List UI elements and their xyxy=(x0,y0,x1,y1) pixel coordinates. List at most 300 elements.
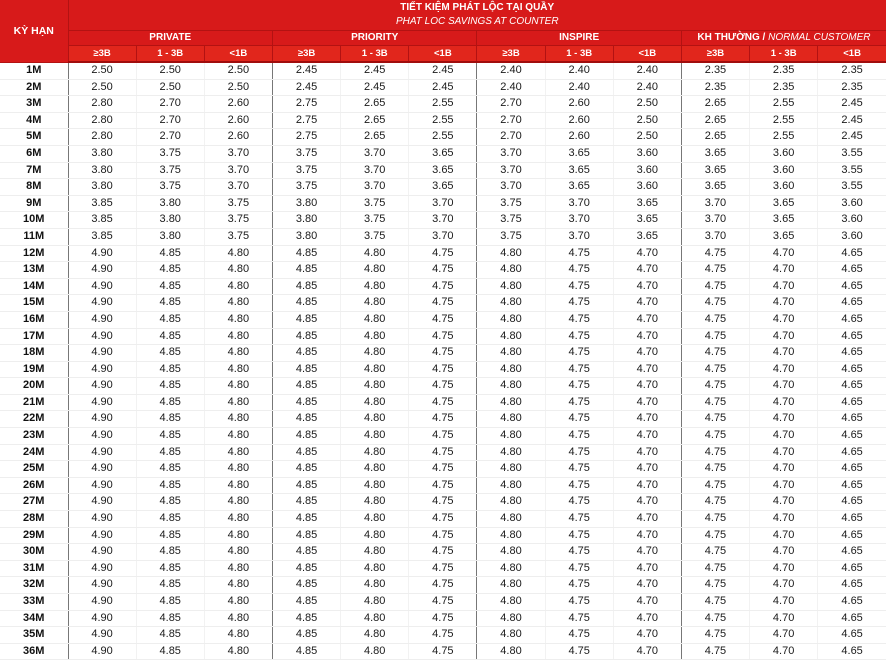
rate-cell: 2.65 xyxy=(341,129,409,146)
rate-cell: 4.80 xyxy=(341,428,409,445)
rate-cell: 4.90 xyxy=(68,527,136,544)
rate-cell: 4.90 xyxy=(68,378,136,395)
rate-cell: 3.80 xyxy=(68,162,136,179)
table-row xyxy=(0,62,886,79)
rate-cell: 4.80 xyxy=(204,627,272,644)
rate-cell: 3.85 xyxy=(68,212,136,229)
rate-cell: 2.45 xyxy=(818,129,886,146)
rate-cell: 4.75 xyxy=(545,295,613,312)
rate-cell: 4.75 xyxy=(409,378,477,395)
table-row xyxy=(0,79,886,96)
rate-cell: 4.90 xyxy=(68,295,136,312)
rate-cell: 3.70 xyxy=(545,195,613,212)
rate-cell: 4.80 xyxy=(341,544,409,561)
rate-cell: 4.85 xyxy=(272,461,340,478)
rate-cell: 3.65 xyxy=(409,162,477,179)
term-cell: 35M xyxy=(0,627,68,644)
rate-cell: 4.90 xyxy=(68,643,136,660)
rate-cell: 4.75 xyxy=(681,411,749,428)
rate-cell: 4.85 xyxy=(272,494,340,511)
rate-cell: 4.80 xyxy=(204,444,272,461)
rate-cell: 3.70 xyxy=(409,228,477,245)
rate-cell: 4.75 xyxy=(545,477,613,494)
rate-cell: 2.65 xyxy=(341,112,409,129)
rate-cell: 4.75 xyxy=(545,361,613,378)
rate-cell: 4.80 xyxy=(204,544,272,561)
rate-cell: 4.80 xyxy=(341,311,409,328)
rate-cell: 3.60 xyxy=(818,228,886,245)
rate-cell: 4.65 xyxy=(818,278,886,295)
term-cell: 27M xyxy=(0,494,68,511)
rate-cell: 2.70 xyxy=(136,112,204,129)
term-cell: 16M xyxy=(0,311,68,328)
rate-cell: 3.80 xyxy=(272,195,340,212)
rate-cell: 4.70 xyxy=(613,444,681,461)
rate-cell: 4.70 xyxy=(613,295,681,312)
rate-cell: 2.70 xyxy=(477,112,545,129)
rate-cell: 4.75 xyxy=(409,262,477,279)
rate-cell: 4.80 xyxy=(477,544,545,561)
rate-cell: 2.40 xyxy=(477,79,545,96)
rate-cell: 4.75 xyxy=(409,577,477,594)
rate-cell: 4.80 xyxy=(341,594,409,611)
rate-cell: 4.80 xyxy=(477,444,545,461)
rate-cell: 3.70 xyxy=(681,228,749,245)
rate-cell: 4.90 xyxy=(68,461,136,478)
term-cell: 22M xyxy=(0,411,68,428)
rate-cell: 4.85 xyxy=(136,461,204,478)
rate-cell: 4.85 xyxy=(272,278,340,295)
tier-header: 1 - 3B xyxy=(750,46,818,63)
rate-cell: 4.75 xyxy=(681,394,749,411)
rate-cell: 4.80 xyxy=(477,311,545,328)
table-row xyxy=(0,245,886,262)
rate-cell: 4.75 xyxy=(681,610,749,627)
rate-cell: 3.60 xyxy=(750,179,818,196)
rate-cell: 4.80 xyxy=(341,627,409,644)
rate-cell: 4.85 xyxy=(136,245,204,262)
rate-cell: 4.75 xyxy=(681,560,749,577)
tier-header: <1B xyxy=(818,46,886,63)
rate-cell: 4.75 xyxy=(681,378,749,395)
term-cell: 31M xyxy=(0,560,68,577)
rate-cell: 3.70 xyxy=(477,145,545,162)
rate-cell: 4.85 xyxy=(272,378,340,395)
term-cell: 15M xyxy=(0,295,68,312)
term-cell: 18M xyxy=(0,345,68,362)
rate-cell: 4.65 xyxy=(818,494,886,511)
table-row xyxy=(0,162,886,179)
rate-cell: 3.60 xyxy=(818,195,886,212)
rate-cell: 4.80 xyxy=(341,461,409,478)
rate-cell: 2.50 xyxy=(136,79,204,96)
rate-cell: 3.70 xyxy=(545,212,613,229)
rate-cell: 4.70 xyxy=(613,627,681,644)
tier-header: ≥3B xyxy=(681,46,749,63)
rate-cell: 4.85 xyxy=(272,328,340,345)
rate-cell: 4.70 xyxy=(750,361,818,378)
rate-cell: 4.80 xyxy=(477,295,545,312)
rate-cell: 2.35 xyxy=(818,79,886,96)
rate-cell: 4.70 xyxy=(750,544,818,561)
rate-cell: 4.80 xyxy=(477,643,545,660)
rate-cell: 4.80 xyxy=(477,394,545,411)
rate-cell: 4.70 xyxy=(613,643,681,660)
rate-cell: 4.70 xyxy=(750,643,818,660)
rate-cell: 2.35 xyxy=(681,79,749,96)
rate-cell: 2.75 xyxy=(272,96,340,113)
rate-cell: 4.70 xyxy=(613,378,681,395)
term-cell: 12M xyxy=(0,245,68,262)
table-row xyxy=(0,195,886,212)
rate-cell: 4.85 xyxy=(272,627,340,644)
rate-cell: 4.65 xyxy=(818,610,886,627)
rate-cell: 4.70 xyxy=(613,345,681,362)
rate-cell: 4.75 xyxy=(681,643,749,660)
rate-cell: 4.70 xyxy=(750,245,818,262)
rate-cell: 2.40 xyxy=(613,79,681,96)
rate-cell: 4.85 xyxy=(272,643,340,660)
term-cell: 21M xyxy=(0,394,68,411)
rate-cell: 2.45 xyxy=(341,62,409,79)
rate-cell: 4.75 xyxy=(545,610,613,627)
rate-cell: 4.70 xyxy=(750,494,818,511)
table-row xyxy=(0,295,886,312)
group-header-private xyxy=(68,31,272,46)
rate-cell: 3.85 xyxy=(68,195,136,212)
rate-cell: 4.75 xyxy=(545,461,613,478)
rate-cell: 3.70 xyxy=(204,145,272,162)
rate-cell: 4.65 xyxy=(818,560,886,577)
rate-cell: 4.80 xyxy=(204,328,272,345)
rate-cell: 4.65 xyxy=(818,511,886,528)
term-cell: 14M xyxy=(0,278,68,295)
rate-cell: 2.45 xyxy=(341,79,409,96)
rate-cell: 4.80 xyxy=(477,594,545,611)
rate-cell: 2.45 xyxy=(818,112,886,129)
rate-cell: 4.85 xyxy=(136,295,204,312)
rate-cell: 2.45 xyxy=(818,96,886,113)
rate-cell: 4.80 xyxy=(477,262,545,279)
rate-cell: 4.80 xyxy=(477,245,545,262)
rate-cell: 3.70 xyxy=(545,228,613,245)
rate-cell: 2.40 xyxy=(477,62,545,79)
term-cell: 10M xyxy=(0,212,68,229)
rate-cell: 4.80 xyxy=(204,594,272,611)
rate-cell: 2.60 xyxy=(545,129,613,146)
rate-cell: 3.70 xyxy=(477,162,545,179)
rate-cell: 4.90 xyxy=(68,262,136,279)
rate-cell: 4.80 xyxy=(341,394,409,411)
rate-cell: 3.65 xyxy=(681,162,749,179)
rate-cell: 4.75 xyxy=(409,394,477,411)
rate-cell: 4.75 xyxy=(681,494,749,511)
rate-cell: 4.80 xyxy=(477,477,545,494)
rate-cell: 4.75 xyxy=(681,245,749,262)
tier-header: ≥3B xyxy=(68,46,136,63)
rate-cell: 4.75 xyxy=(681,328,749,345)
tier-header: ≥3B xyxy=(272,46,340,63)
rate-cell: 4.80 xyxy=(341,527,409,544)
rate-cell: 4.75 xyxy=(545,577,613,594)
rate-cell: 4.80 xyxy=(341,278,409,295)
rate-cell: 4.75 xyxy=(545,245,613,262)
amount-tier-row xyxy=(0,46,886,63)
rate-cell: 3.85 xyxy=(68,228,136,245)
rate-cell: 3.70 xyxy=(681,195,749,212)
rate-cell: 4.75 xyxy=(681,262,749,279)
rate-cell: 4.85 xyxy=(272,411,340,428)
rate-cell: 4.85 xyxy=(272,345,340,362)
rate-cell: 4.80 xyxy=(477,511,545,528)
tier-header: 1 - 3B xyxy=(545,46,613,63)
rate-cell: 2.40 xyxy=(545,62,613,79)
rate-cell: 4.70 xyxy=(613,494,681,511)
rate-rows xyxy=(0,62,886,660)
rate-cell: 4.85 xyxy=(136,610,204,627)
rate-cell: 4.80 xyxy=(341,511,409,528)
table-row xyxy=(0,411,886,428)
rate-cell: 4.80 xyxy=(204,477,272,494)
rate-cell: 3.75 xyxy=(272,179,340,196)
rate-cell: 4.80 xyxy=(204,577,272,594)
rate-cell: 4.65 xyxy=(818,345,886,362)
rate-cell: 2.65 xyxy=(681,96,749,113)
rate-cell: 3.75 xyxy=(204,228,272,245)
rate-cell: 4.70 xyxy=(750,428,818,445)
rate-cell: 4.70 xyxy=(613,610,681,627)
rate-cell: 4.65 xyxy=(818,361,886,378)
rate-cell: 4.90 xyxy=(68,278,136,295)
rate-cell: 3.80 xyxy=(136,228,204,245)
rate-cell: 4.75 xyxy=(545,494,613,511)
rate-cell: 4.75 xyxy=(681,527,749,544)
rate-cell: 4.65 xyxy=(818,411,886,428)
rate-cell: 4.70 xyxy=(613,577,681,594)
table-row xyxy=(0,594,886,611)
rate-cell: 4.85 xyxy=(136,328,204,345)
rate-cell: 4.80 xyxy=(341,361,409,378)
rate-cell: 2.60 xyxy=(204,129,272,146)
rate-cell: 4.75 xyxy=(681,511,749,528)
rate-cell: 4.65 xyxy=(818,477,886,494)
rate-cell: 3.75 xyxy=(204,195,272,212)
rate-cell: 4.65 xyxy=(818,643,886,660)
group-label-english: NORMAL CUSTOMER xyxy=(768,32,870,43)
term-cell: 13M xyxy=(0,262,68,279)
rate-cell: 4.85 xyxy=(136,411,204,428)
rate-cell: 4.75 xyxy=(409,477,477,494)
rate-cell: 4.80 xyxy=(477,411,545,428)
rate-cell: 4.75 xyxy=(409,560,477,577)
rate-cell: 4.70 xyxy=(750,461,818,478)
rate-cell: 4.85 xyxy=(136,544,204,561)
group-header-inspire xyxy=(477,31,681,46)
rate-cell: 4.80 xyxy=(477,627,545,644)
rate-cell: 3.65 xyxy=(545,179,613,196)
term-cell: 29M xyxy=(0,527,68,544)
rate-cell: 4.70 xyxy=(750,594,818,611)
table-row xyxy=(0,278,886,295)
rate-cell: 3.70 xyxy=(341,162,409,179)
term-cell: 4M xyxy=(0,112,68,129)
rate-cell: 4.85 xyxy=(272,527,340,544)
rate-cell: 4.75 xyxy=(681,295,749,312)
rate-cell: 4.70 xyxy=(750,262,818,279)
rate-cell: 4.65 xyxy=(818,544,886,561)
rate-cell: 2.45 xyxy=(409,79,477,96)
rate-cell: 4.80 xyxy=(204,511,272,528)
rate-cell: 4.70 xyxy=(750,394,818,411)
rate-cell: 4.65 xyxy=(818,262,886,279)
term-cell: 23M xyxy=(0,428,68,445)
rate-cell: 4.90 xyxy=(68,610,136,627)
rate-cell: 3.65 xyxy=(750,212,818,229)
rate-cell: 4.80 xyxy=(341,345,409,362)
rate-cell: 4.90 xyxy=(68,627,136,644)
customer-group-row xyxy=(0,31,886,46)
rate-cell: 4.70 xyxy=(613,527,681,544)
rate-cell: 4.80 xyxy=(204,378,272,395)
rate-cell: 4.90 xyxy=(68,544,136,561)
rate-cell: 4.80 xyxy=(204,262,272,279)
rate-cell: 4.80 xyxy=(204,610,272,627)
rate-cell: 2.80 xyxy=(68,96,136,113)
term-cell: 30M xyxy=(0,544,68,561)
rate-cell: 2.50 xyxy=(68,79,136,96)
rate-cell: 4.70 xyxy=(750,311,818,328)
rate-cell: 2.60 xyxy=(204,112,272,129)
table-row xyxy=(0,212,886,229)
table-row xyxy=(0,643,886,660)
rate-cell: 4.80 xyxy=(204,311,272,328)
rate-cell: 4.85 xyxy=(136,560,204,577)
rate-cell: 4.75 xyxy=(681,444,749,461)
rate-cell: 3.80 xyxy=(68,145,136,162)
term-cell: 24M xyxy=(0,444,68,461)
rate-cell: 3.70 xyxy=(204,179,272,196)
rate-cell: 3.60 xyxy=(750,162,818,179)
rate-cell: 4.80 xyxy=(204,560,272,577)
rate-cell: 3.65 xyxy=(545,162,613,179)
rate-cell: 4.85 xyxy=(136,394,204,411)
rate-cell: 3.75 xyxy=(136,145,204,162)
rate-cell: 3.55 xyxy=(818,179,886,196)
rate-cell: 3.75 xyxy=(136,179,204,196)
term-cell: 19M xyxy=(0,361,68,378)
rate-cell: 3.70 xyxy=(341,179,409,196)
rate-cell: 4.85 xyxy=(272,594,340,611)
rate-cell: 2.50 xyxy=(136,62,204,79)
rate-cell: 4.80 xyxy=(204,494,272,511)
tier-header: <1B xyxy=(204,46,272,63)
rate-cell: 4.70 xyxy=(750,527,818,544)
rate-cell: 4.75 xyxy=(545,444,613,461)
rate-cell: 4.80 xyxy=(341,494,409,511)
rate-cell: 4.85 xyxy=(272,444,340,461)
rate-cell: 4.90 xyxy=(68,511,136,528)
rate-cell: 2.60 xyxy=(545,112,613,129)
rate-cell: 3.65 xyxy=(613,228,681,245)
table-row xyxy=(0,311,886,328)
rate-cell: 4.75 xyxy=(409,627,477,644)
rate-cell: 3.75 xyxy=(136,162,204,179)
rate-cell: 2.65 xyxy=(681,112,749,129)
term-cell: 5M xyxy=(0,129,68,146)
rate-cell: 4.80 xyxy=(204,643,272,660)
rate-cell: 2.80 xyxy=(68,112,136,129)
rate-cell: 3.65 xyxy=(750,228,818,245)
rate-cell: 4.75 xyxy=(545,544,613,561)
term-cell: 2M xyxy=(0,79,68,96)
rate-cell: 2.50 xyxy=(68,62,136,79)
rate-cell: 4.85 xyxy=(136,643,204,660)
term-cell: 3M xyxy=(0,96,68,113)
rate-cell: 4.75 xyxy=(409,444,477,461)
rate-cell: 4.75 xyxy=(409,544,477,561)
rate-cell: 4.80 xyxy=(341,295,409,312)
rate-cell: 2.35 xyxy=(750,62,818,79)
rate-cell: 4.85 xyxy=(272,610,340,627)
rate-cell: 4.80 xyxy=(204,394,272,411)
rate-cell: 4.80 xyxy=(477,494,545,511)
rate-cell: 4.80 xyxy=(204,411,272,428)
rate-cell: 3.60 xyxy=(613,179,681,196)
rate-cell: 4.70 xyxy=(750,444,818,461)
rate-cell: 2.60 xyxy=(545,96,613,113)
rate-cell: 2.50 xyxy=(204,62,272,79)
group-label: PRIORITY xyxy=(351,32,398,43)
rate-cell: 4.85 xyxy=(136,278,204,295)
rate-cell: 4.80 xyxy=(341,444,409,461)
rate-cell: 4.70 xyxy=(613,594,681,611)
rate-cell: 4.90 xyxy=(68,311,136,328)
table-row xyxy=(0,577,886,594)
rate-cell: 2.45 xyxy=(272,79,340,96)
rate-cell: 3.60 xyxy=(818,212,886,229)
rate-cell: 3.80 xyxy=(136,212,204,229)
rate-cell: 4.85 xyxy=(136,477,204,494)
rate-cell: 4.65 xyxy=(818,527,886,544)
rate-cell: 4.75 xyxy=(409,594,477,611)
rate-cell: 2.75 xyxy=(272,129,340,146)
rate-cell: 4.80 xyxy=(204,245,272,262)
rate-cell: 4.85 xyxy=(272,511,340,528)
rate-cell: 4.75 xyxy=(545,394,613,411)
rate-cell: 4.80 xyxy=(477,461,545,478)
rate-cell: 4.80 xyxy=(204,345,272,362)
rate-cell: 4.75 xyxy=(409,511,477,528)
table-header xyxy=(0,0,886,62)
rate-cell: 4.75 xyxy=(545,278,613,295)
rate-cell: 4.85 xyxy=(136,594,204,611)
rate-cell: 4.65 xyxy=(818,328,886,345)
rate-cell: 4.65 xyxy=(818,311,886,328)
table-row xyxy=(0,361,886,378)
rate-cell: 4.75 xyxy=(545,511,613,528)
rate-cell: 3.75 xyxy=(341,228,409,245)
rate-cell: 4.70 xyxy=(750,411,818,428)
tier-header: 1 - 3B xyxy=(136,46,204,63)
rate-cell: 4.80 xyxy=(341,577,409,594)
rate-cell: 3.70 xyxy=(477,179,545,196)
table-row xyxy=(0,610,886,627)
rate-cell: 4.75 xyxy=(681,361,749,378)
rate-cell: 3.65 xyxy=(750,195,818,212)
rate-cell: 4.85 xyxy=(272,311,340,328)
rate-cell: 4.75 xyxy=(545,428,613,445)
rate-cell: 2.55 xyxy=(409,112,477,129)
